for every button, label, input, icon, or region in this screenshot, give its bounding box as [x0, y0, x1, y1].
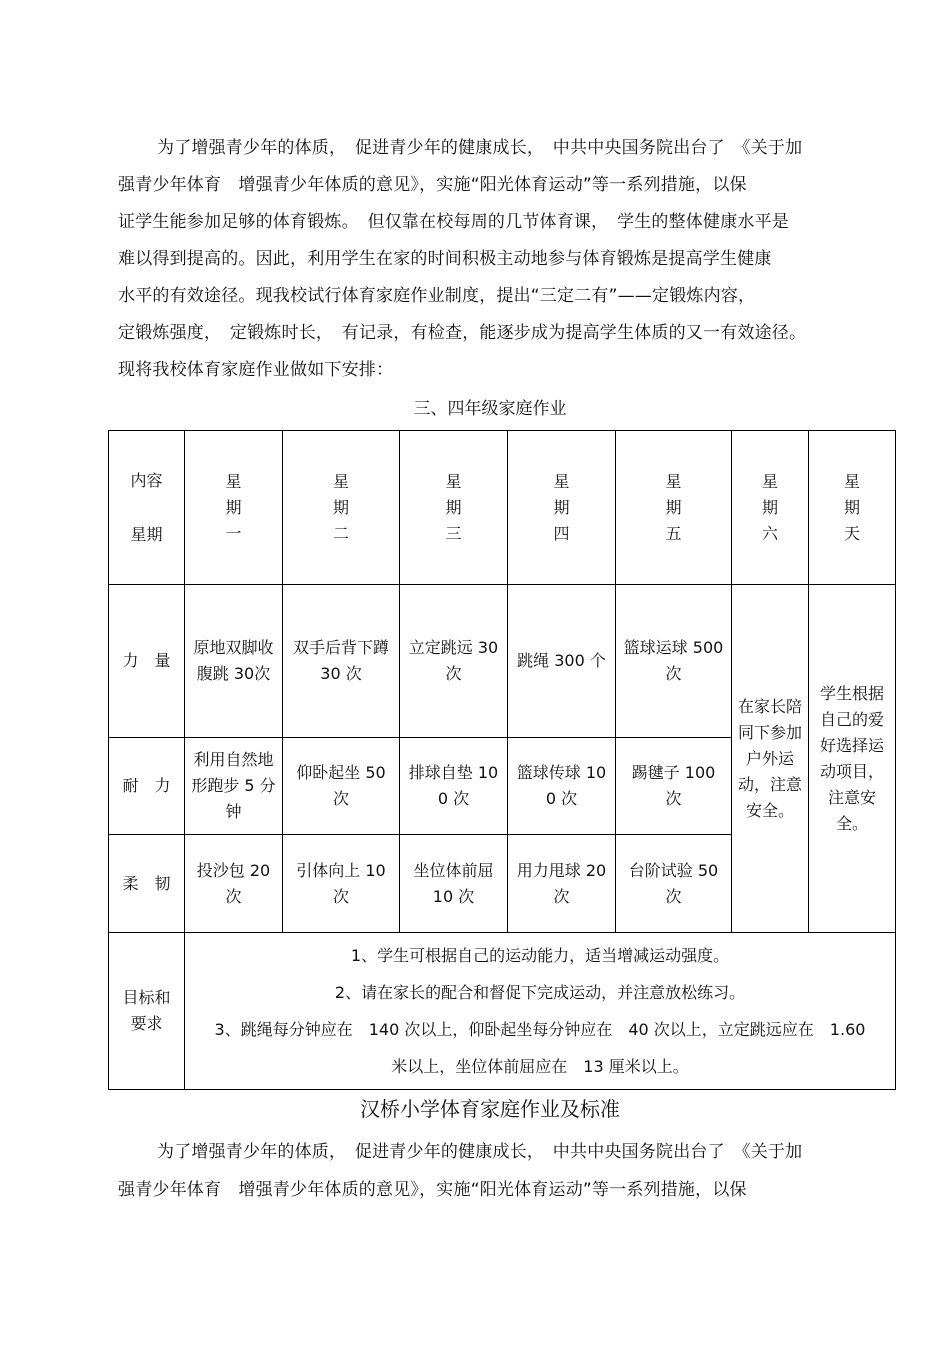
- requirements-cell: [185, 933, 896, 1090]
- day-header-thursday: [508, 431, 616, 585]
- homework-table: [108, 430, 896, 1090]
- body-line: 为了增强青少年的体质， 促进青少年的健康成长， 中共中央国务院出台了 《关于加: [157, 1142, 803, 1162]
- day-char: 三: [445, 523, 462, 543]
- row-label-flexibility: 柔 韧: [109, 835, 185, 933]
- day-header-sunday: [809, 431, 896, 585]
- day-header-tuesday: [283, 431, 400, 585]
- intro-line: 水平的有效途径。现我校试行体育家庭作业制度，提出“三定二有”——定锻炼内容，: [118, 286, 756, 306]
- requirements-row: [109, 933, 896, 1090]
- intro-line: 为了增强青少年的体质， 促进青少年的健康成长， 中共中央国务院出台了 《关于加: [157, 138, 803, 158]
- day-header-monday: [185, 431, 283, 585]
- day-char: 星: [843, 471, 860, 491]
- day-char: 星: [332, 471, 349, 491]
- day-header-saturday: [732, 431, 809, 585]
- header-row: [109, 431, 896, 585]
- requirements-label-line: 要求: [130, 1014, 163, 1033]
- day-char: 期: [553, 497, 570, 517]
- day-char: 期: [843, 497, 860, 517]
- day-char: 四: [553, 523, 570, 543]
- day-char: 星: [225, 471, 242, 491]
- day-char: 星: [665, 471, 682, 491]
- day-char: 期: [445, 497, 462, 517]
- day-header-wednesday: [400, 431, 508, 585]
- requirements-label-line: 目标和: [122, 988, 171, 1007]
- intro-line: 强青少年体育 增强青少年体质的意见》，实施“阳光体育运动”等一系列措施，以保: [118, 175, 747, 195]
- requirement-item: 1、学生可根据自己的运动能力，适当增减运动强度。: [350, 946, 730, 965]
- day-char: 期: [761, 497, 778, 517]
- intro-line: 证学生能参加足够的体育锻炼。 但仅靠在校每周的几节体育课， 学生的整体健康水平是: [118, 212, 789, 232]
- intro-line: 难以得到提高的。因此，利用学生在家的时间积极主动地参与体育锻炼是提高学生健康: [118, 249, 772, 269]
- day-char: 星: [761, 471, 778, 491]
- table-row-strength: [109, 585, 896, 738]
- table-cell: 排球自垫 100 次: [400, 738, 508, 835]
- day-char: 二: [332, 523, 349, 543]
- sunday-note-cell: 学生根据自己的爱好选择运动项目，注意安全。: [809, 585, 896, 933]
- table-cell: 篮球传球 100 次: [508, 738, 616, 835]
- day-char: 期: [225, 497, 242, 517]
- table-cell: 投沙包 20 次: [185, 835, 283, 933]
- day-char: 五: [665, 523, 682, 543]
- corner-content-label: 内容: [130, 470, 163, 490]
- table-cell: 踢毽子 100 次: [616, 738, 732, 835]
- day-char: 天: [843, 523, 860, 543]
- day-char: 六: [761, 523, 778, 543]
- table-cell: 篮球运球 500 次: [616, 585, 732, 738]
- corner-weekday-label: 星期: [130, 524, 163, 544]
- requirement-item: 2、请在家长的配合和督促下完成运动，并注意放松练习。: [334, 983, 746, 1002]
- row-label-strength: 力 量: [109, 585, 185, 738]
- day-char: 期: [665, 497, 682, 517]
- row-label-endurance: 耐 力: [109, 738, 185, 835]
- table-cell: 引体向上 10 次: [283, 835, 400, 933]
- table-cell: 台阶试验 50 次: [616, 835, 732, 933]
- day-char: 星: [445, 471, 462, 491]
- section-title: 汉桥小学体育家庭作业及标准: [360, 1097, 620, 1121]
- saturday-note-cell: 在家长陪同下参加户外运动，注意安全。: [732, 585, 809, 933]
- requirements-label: [109, 933, 185, 1090]
- table-cell: 跳绳 300 个: [508, 585, 616, 738]
- table-cell: 原地双脚收腹跳 30次: [185, 585, 283, 738]
- table-cell: 立定跳远 30 次: [400, 585, 508, 738]
- table-cell: 利用自然地形跑步 5 分钟: [185, 738, 283, 835]
- day-char: 星: [553, 471, 570, 491]
- table-caption: 三、四年级家庭作业: [413, 399, 567, 419]
- intro-line: 现将我校体育家庭作业做如下安排：: [118, 360, 394, 380]
- body-line: 强青少年体育 增强青少年体质的意见》，实施“阳光体育运动”等一系列措施，以保: [118, 1180, 747, 1200]
- intro-line: 定锻炼强度， 定锻炼时长， 有记录，有检查，能逐步成为提高学生体质的又一有效途径。: [118, 323, 807, 343]
- table-cell: 坐位体前屈 10 次: [400, 835, 508, 933]
- table-cell: 仰卧起坐 50 次: [283, 738, 400, 835]
- requirement-item: 米以上，坐位体前屈应在 13 厘米以上。: [391, 1057, 689, 1076]
- day-header-friday: [616, 431, 732, 585]
- table-cell: 用力甩球 20 次: [508, 835, 616, 933]
- table-cell: 双手后背下蹲 30 次: [283, 585, 400, 738]
- requirement-item: 3、跳绳每分钟应在 140 次以上，仰卧起坐每分钟应在 40 次以上，立定跳远应在 1.60: [214, 1020, 866, 1039]
- day-char: 一: [225, 523, 242, 543]
- corner-header-cell: [109, 431, 185, 585]
- day-char: 期: [332, 497, 349, 517]
